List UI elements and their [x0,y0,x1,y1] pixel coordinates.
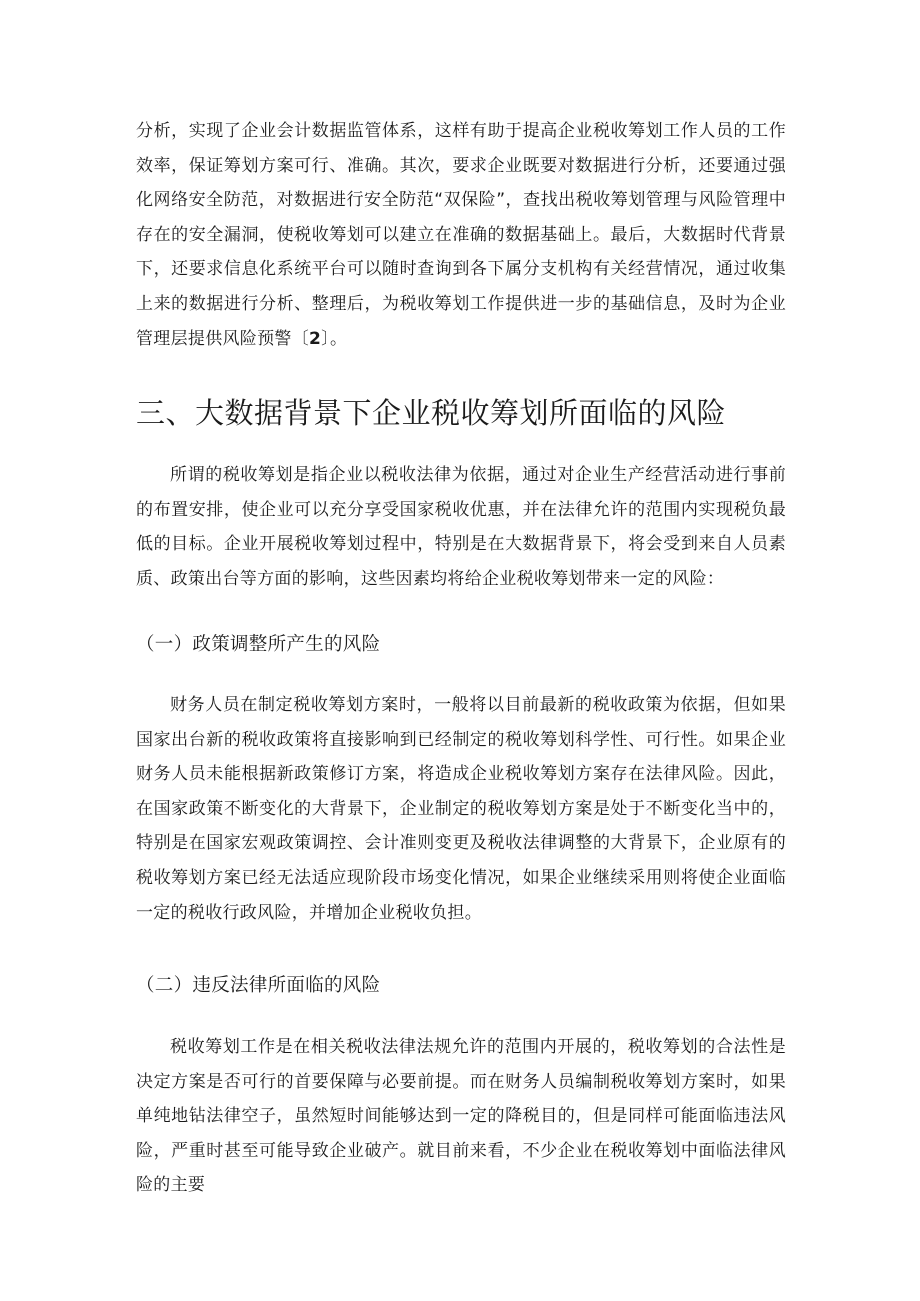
citation-number: 2 [309,328,322,349]
paragraph-policy-risk: 财务人员在制定税收筹划方案时，一般将以目前最新的税收政策为依据，但如果国家出台新的税收政策将直接影响到已经制定的税收筹划科学性、可行性。如果企业财务人员未能根据新政策修订方案，将造成企业税收筹划方案存在法律风险。因此，在国家政策不断变化的大背景下，企业制定的税收筹划方案是处于不断变化当中的，特别是在国家宏观政策调控、会计准则变更及税收法律调整的大背景下，企业原有的税收筹划方案已经无法适应现阶段市场变化情况，如果企业继续采用则将使企业面临一定的税收行政风险，并增加企业税收负担。 [136,695,786,923]
paragraph-text: 分析，实现了企业会计数据监管体系，这样有助于提高企业税收筹划工作人员的工作效率，保证筹划方案可行、准确。其次，要求企业既要对数据进行分析，还要通过强化网络安全防范，对数据进行安全防范“双保险”，查找出税收筹划管理与风险管理中存在的安全漏洞，使税收筹划可以建立在准确的数据基础上。最后，大数据时代背景下，还要求信息化系统平台可以随时查询到各下属分支机构有关经营情况，通过收集上来的数据进行分析、整理后，为税收筹划工作提供进一步的基础信息，及时为企业管理层提供风险预警〔 [136,121,786,349]
subheading-policy-risk: （一）政策调整所产生的风险 [136,634,381,655]
paragraph-tax-planning-definition: 所谓的税收筹划是指企业以税收法律为依据，通过对企业生产经营活动进行事前的布置安排，使企业可以充分享受国家税收优惠，并在法律允许的范围内实现税负最低的目标。企业开展税收筹划过程中，特别是在大数据背景下，将会受到来自人员素质、政策出台等方面的影响，这些因素均将给企业税收筹划带来一定的风险： [136,465,786,589]
subheading-legal-risk: （二）违反法律所面临的风险 [136,975,381,996]
paragraph-legal-risk: 税收筹划工作是在相关税收法律法规允许的范围内开展的，税收筹划的合法性是决定方案是否可行的首要保障与必要前提。而在财务人员编制税收筹划方案时，如果单纯地钻法律空子，虽然短时间能够达到一定的降税目的，但是同样可能面临违法风险，严重时甚至可能导致企业破产。就目前来看，不少企业在税收筹划中面临法律风险的主要 [136,1037,786,1196]
paragraph-data-analysis [136,114,786,356]
paragraph-text-end: 〕。 [321,328,348,349]
section-heading-3: 三、大数据背景下企业税收筹划所面临的风险 [136,396,727,430]
